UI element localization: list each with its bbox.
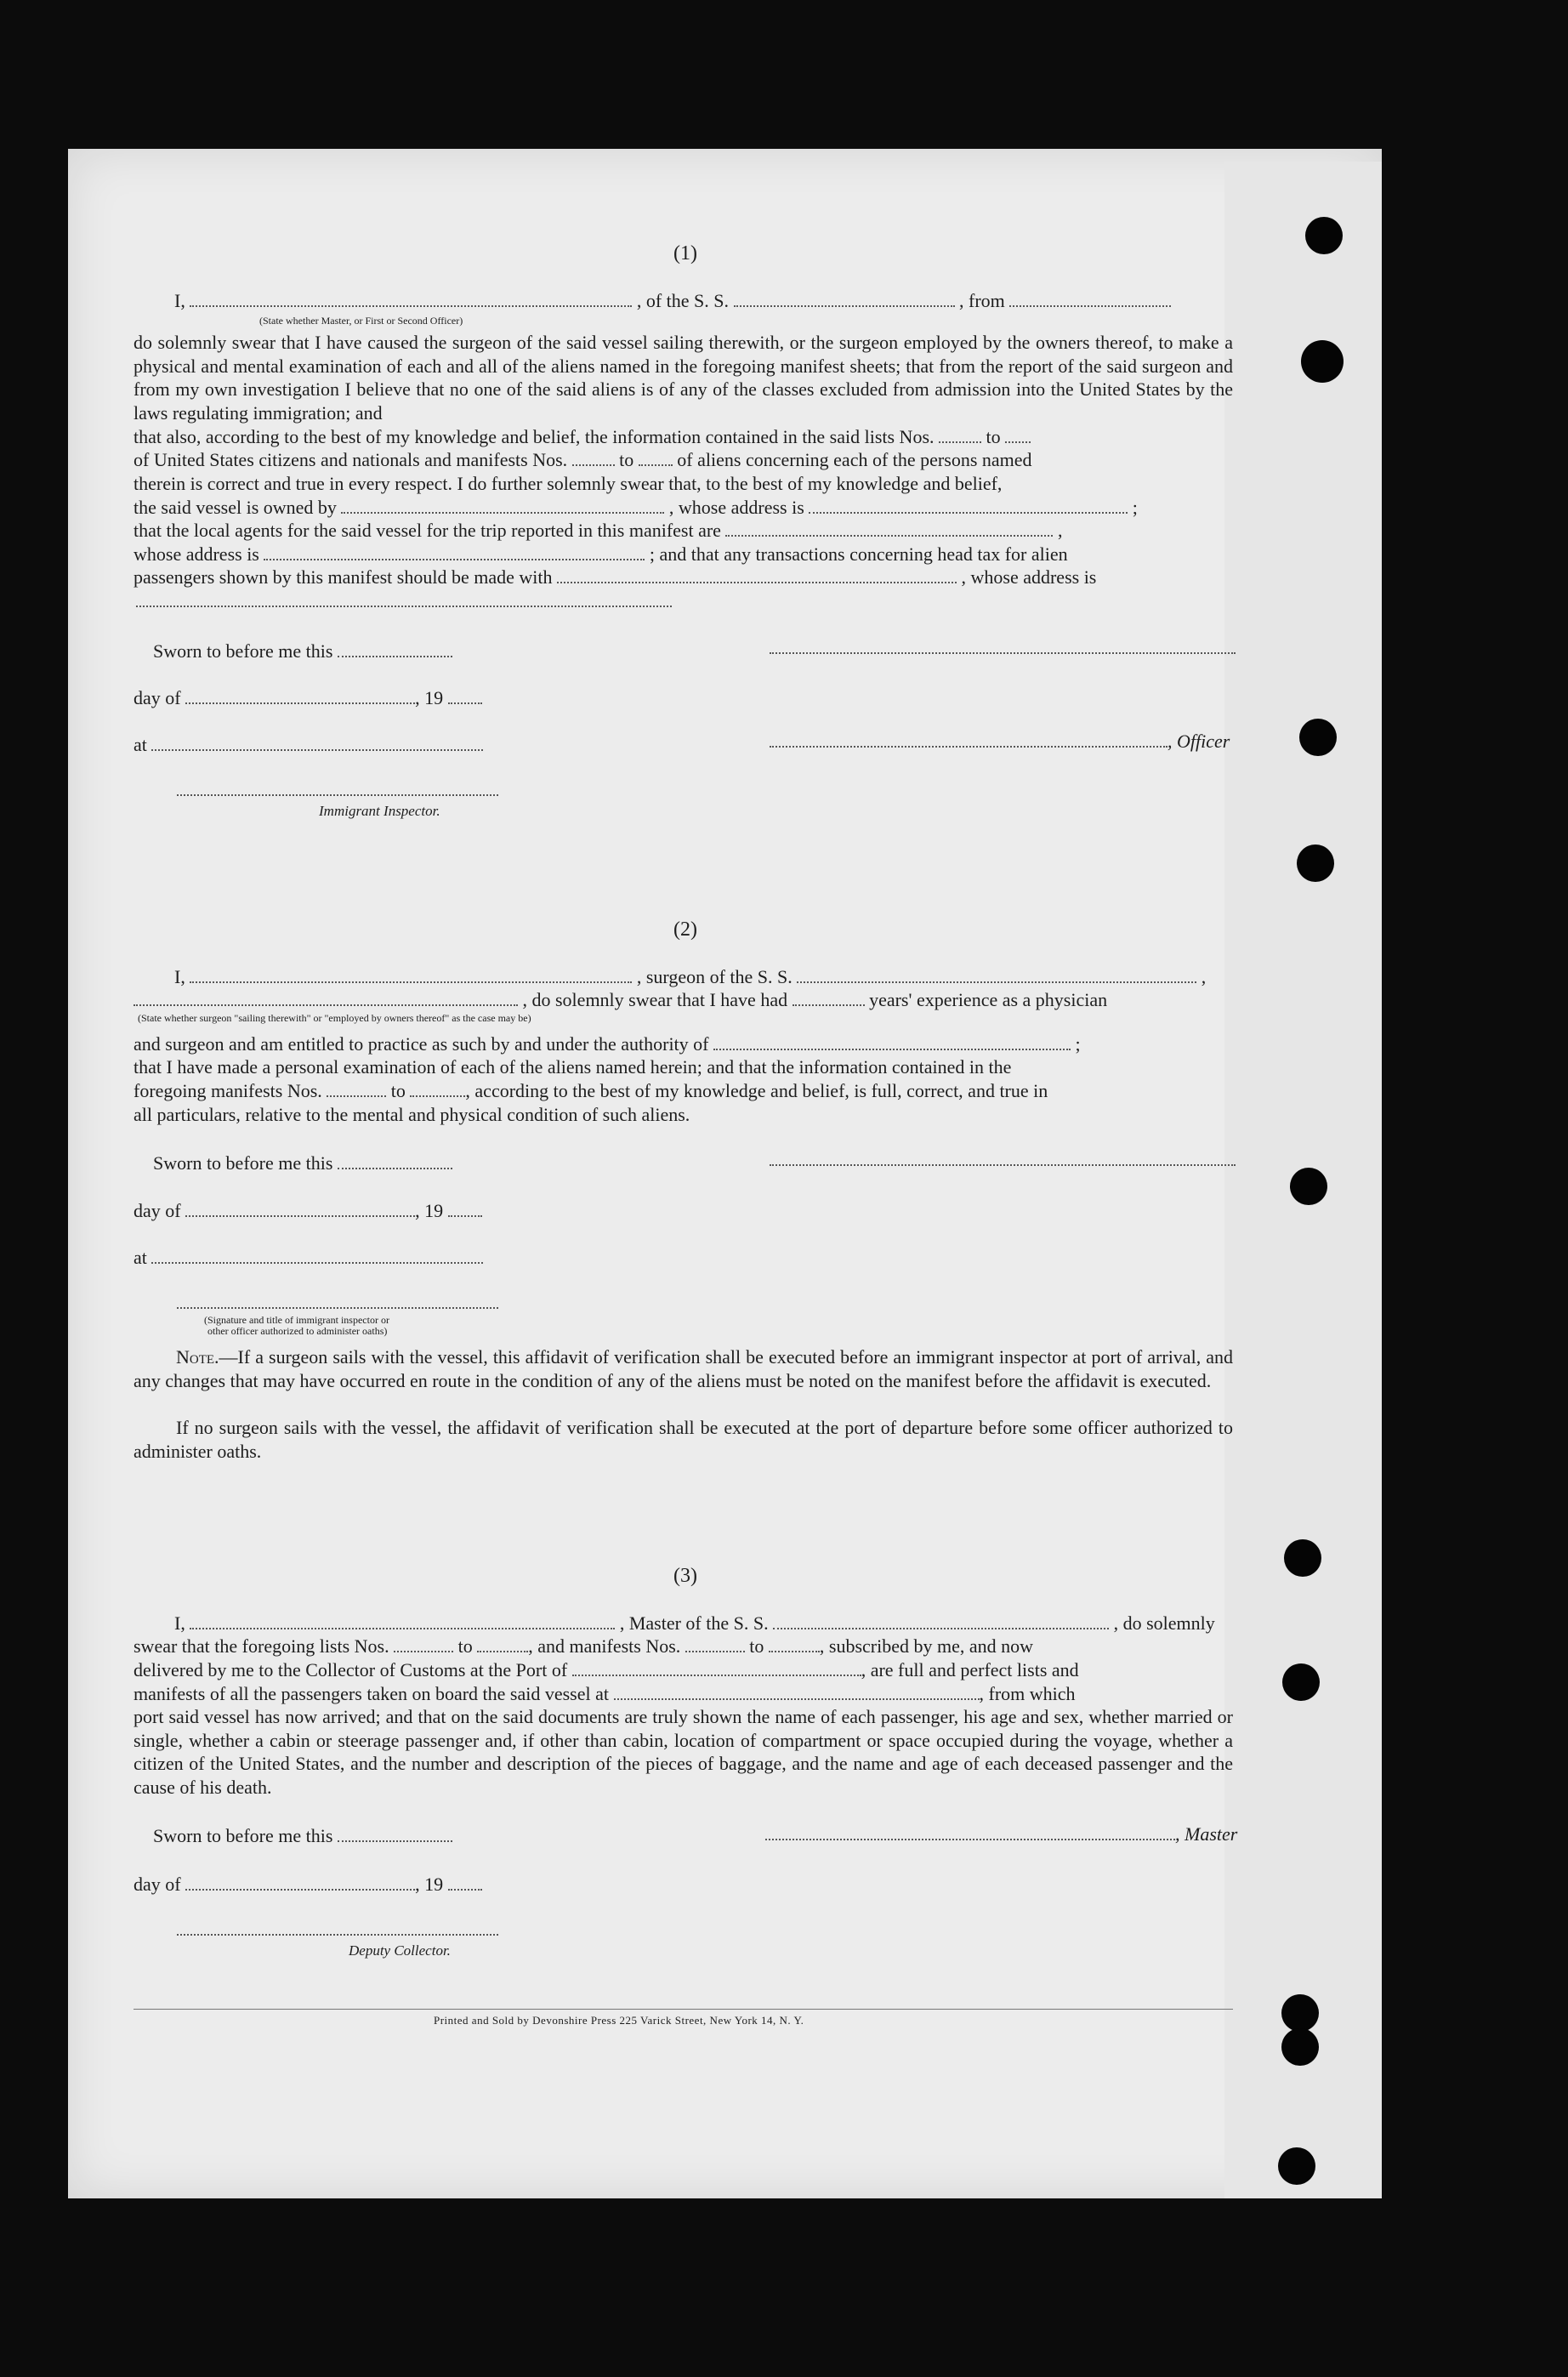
line-text: , 19 [415,687,444,708]
line-text: years' experience as a physician [869,989,1108,1010]
blank-field[interactable] [713,1033,1071,1050]
blank-field[interactable] [793,989,865,1006]
blank-field[interactable] [264,543,645,560]
line-text: , do solemnly swear that I have had [522,989,788,1010]
oath-line [134,425,1031,449]
line-text: , according to the best of my knowledge and belief, is full, correct, and true in [465,1080,1048,1101]
line-text: Sworn to before me this [153,640,333,662]
line-text: to [619,449,634,470]
line-text: , do solemnly [1113,1612,1215,1634]
line-text: Sworn to before me this [153,1152,333,1174]
sworn-line [153,640,452,663]
note-text: —If a surgeon sails with the vessel, this affidavit of verification shall be executed before an immigrant inspector at port of arrival, and any changes that may have occurred en route in the condition of any of the aliens must be noted on the manifest before the affidavit is executed. [134,1346,1233,1391]
field-note: (State whether Master, or First or Second Officer) [259,315,463,327]
blank-field[interactable] [410,1080,465,1097]
line-text: that also, according to the best of my knowledge and belief, the information contained in the said lists Nos. [134,426,935,447]
line-text: manifests of all the passengers taken on board the said vessel at [134,1683,610,1704]
signature-field[interactable] [177,793,498,796]
binder-hole [1282,1663,1320,1701]
line-text: day of [134,1200,181,1221]
blank-field[interactable] [338,640,452,657]
section-number: (1) [673,242,697,264]
signature-note: (Signature and title of immigrant inspector or [204,1314,389,1326]
declarant-line [174,1612,1215,1635]
oath-line [134,566,1096,589]
line-text: at [134,1247,147,1268]
oath-line [134,1635,1033,1658]
line-text: to [986,426,1001,447]
line-text: at [134,734,147,755]
blank-field[interactable] [190,966,632,983]
collector-label: Deputy Collector. [349,1942,451,1959]
signature-field[interactable] [177,1305,498,1309]
blank-field[interactable] [136,604,672,607]
blank-field[interactable] [151,1247,483,1264]
blank-field[interactable] [185,687,415,704]
blank-field[interactable] [725,520,1053,537]
blank-field[interactable] [185,1874,415,1891]
line-text: , [1057,520,1063,541]
line-text: , 19 [415,1200,444,1221]
place-line [134,733,483,757]
date-line [134,686,482,710]
line-text: foregoing manifests Nos. [134,1080,322,1101]
binder-hole [1281,1994,1319,2032]
line-text: ; [1075,1033,1081,1055]
blank-field[interactable] [639,449,673,466]
oath-line [134,543,1068,566]
blank-field[interactable] [448,687,482,704]
officer-line [770,730,1230,753]
line-text: the said vessel is owned by [134,497,337,518]
line-text: , from which [979,1683,1076,1704]
blank-field[interactable] [773,1612,1109,1629]
place-line [134,1246,483,1270]
line-text: , from [959,290,1005,311]
line-text: I, [174,966,185,987]
oath-line [134,448,1032,472]
date-line [134,1873,482,1896]
line-text: passengers shown by this manifest should be made with [134,566,553,588]
line-text: , Master of the S. S. [619,1612,769,1634]
blank-field[interactable] [809,497,1128,514]
note-paragraph: If no surgeon sails with the vessel, the affidavit of verification shall be executed at the port of departure before some officer authorized to administer oaths. [134,1417,1233,1462]
line-text: , are full and perfect lists and [861,1659,1079,1680]
signature-field[interactable] [770,651,1236,654]
officer-label: , Officer [1167,731,1230,752]
blank-field[interactable] [327,1080,386,1097]
line-text: to [749,1635,764,1657]
blank-field[interactable] [769,1635,820,1652]
binder-hole [1281,2028,1319,2066]
blank-field[interactable] [572,449,615,466]
blank-field[interactable] [185,1200,415,1217]
blank-field[interactable] [394,1635,453,1652]
oath-line [134,519,1062,543]
line-text: to [457,1635,473,1657]
line-text: that the local agents for the said vessel for the trip reported in this manifest are [134,520,721,541]
line-text: , of the S. S. [636,290,730,311]
blank-field[interactable] [685,1635,745,1652]
signature-note: other officer authorized to administer oaths) [207,1325,388,1337]
oath-line: that I have made a personal examination of each of the aliens named herein; and that the information contained in the [134,1056,1012,1078]
blank-field[interactable] [734,290,955,307]
line-text: of United States citizens and nationals and manifests Nos. [134,449,568,470]
blank-field[interactable] [151,734,483,751]
oath-paragraph: port said vessel has now arrived; and that on the said documents are truly shown the name of each passenger, his age and sex, whether married or single, whether a cabin or steerage passenger and, if other than cabin, location of compartment or space occupied during the voyage, whether a citizen of the United States, and the number and description of the pieces of baggage, and the name and age of each deceased passenger and the cause of his death. [134,1706,1233,1798]
line-text: ; [1132,497,1138,518]
binder-hole [1278,2147,1315,2185]
line-text: , subscribed by me, and now [819,1635,1034,1657]
line-text: whose address is [134,543,259,565]
line-text: , 19 [415,1874,444,1895]
blank-field[interactable] [190,1612,615,1629]
oath-line [134,1658,1079,1682]
line-text: I, [174,290,185,311]
line-text: , [1201,966,1207,987]
line-text: Sworn to before me this [153,1825,333,1846]
line-text: day of [134,687,181,708]
inspector-label: Immigrant Inspector. [319,803,440,819]
section-number: (3) [673,1565,697,1587]
line-text: and surgeon and am entitled to practice as such by and under the authority of [134,1033,709,1055]
blank-field[interactable] [448,1200,482,1217]
oath-line [134,496,1138,520]
line-text: delivered by me to the Collector of Customs at the Port of [134,1659,568,1680]
line-text: , and manifests Nos. [528,1635,681,1657]
signature-field[interactable] [765,1823,1175,1840]
master-line [765,1823,1237,1846]
oath-line: therein is correct and true in every respect. I do further solemnly swear that, to the best of my knowledge and belief, [134,473,1003,494]
line-text: I, [174,1612,185,1634]
oath-line: all particulars, relative to the mental and physical condition of such aliens. [134,1104,690,1125]
binder-hole [1297,844,1334,882]
signature-field[interactable] [177,1932,498,1936]
date-line [134,1199,482,1223]
oath-line [134,988,1107,1012]
line-text: , whose address is [668,497,804,518]
field-note: (State whether surgeon "sailing therewith" or "employed by owners thereof" as the case may be) [138,1012,531,1024]
blank-field[interactable] [557,566,957,583]
blank-field[interactable] [341,497,664,514]
blank-field[interactable] [477,1635,528,1652]
blank-field[interactable] [448,1874,482,1891]
blank-field[interactable] [797,966,1196,983]
sworn-line [153,1152,452,1175]
binder-hole [1284,1539,1321,1577]
binder-hole [1301,340,1344,383]
blank-field[interactable] [572,1659,861,1676]
binder-hole [1299,719,1337,756]
line-text: day of [134,1874,181,1895]
declarant-line [174,965,1206,989]
section-number: (2) [673,918,697,941]
line-text: of aliens concerning each of the persons named [677,449,1032,470]
note-paragraph [134,1345,1233,1392]
oath-paragraph: do solemnly swear that I have caused the surgeon of the said vessel sailing therewith, or the surgeon employed by the owners thereof, to make a physical and mental examination of each and all of the aliens named in the foregoing manifest sheets; that from the report of the said surgeon and from my own investigation I believe that no one of the said aliens is of any of the classes excluded from admission into the United States by the laws regulating immigration; and [134,332,1233,424]
line-text: to [390,1080,406,1101]
oath-line [134,1079,1048,1103]
oath-line [134,1682,1076,1706]
line-text: , surgeon of the S. S. [636,966,793,987]
blank-field[interactable] [134,989,518,1006]
line-text: ; and that any transactions concerning head tax for alien [649,543,1068,565]
blank-field[interactable] [338,1152,452,1169]
blank-field[interactable] [1009,290,1171,307]
signature-field[interactable] [770,731,1167,748]
note-label: Note. [176,1346,219,1368]
master-label: , Master [1175,1823,1238,1845]
blank-field[interactable] [190,290,632,307]
sworn-line [153,1824,452,1848]
blank-field[interactable] [939,426,981,443]
binder-hole [1290,1168,1327,1205]
binder-hole [1305,217,1343,254]
blank-field[interactable] [1005,426,1031,443]
oath-line [134,1032,1081,1056]
line-text: swear that the foregoing lists Nos. [134,1635,389,1657]
printer-imprint: Printed and Sold by Devonshire Press 225 Varick Street, New York 14, N. Y. [434,2014,804,2027]
line-text: , whose address is [961,566,1097,588]
declarant-line [174,289,1171,313]
blank-field[interactable] [614,1683,980,1700]
footer-divider [134,2009,1233,2010]
signature-field[interactable] [770,1163,1236,1166]
blank-field[interactable] [338,1825,452,1842]
